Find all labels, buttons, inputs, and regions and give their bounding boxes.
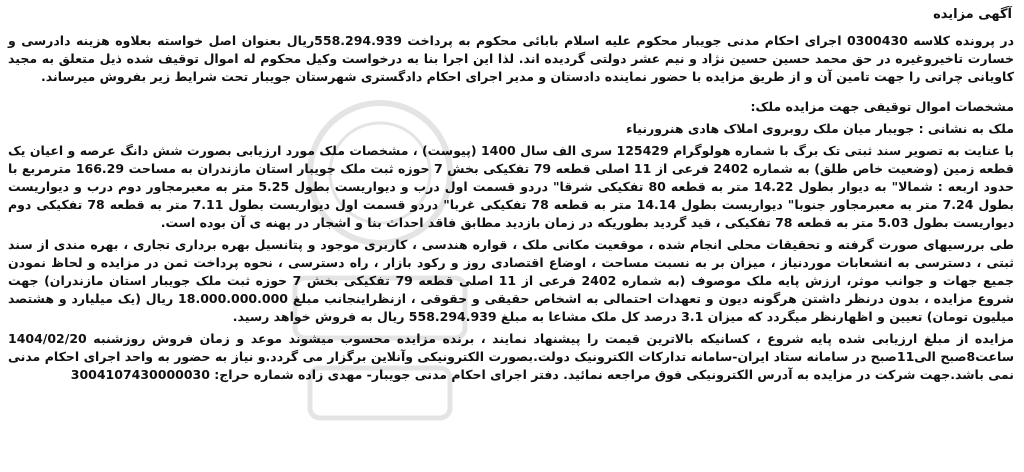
seized-assets-heading: مشخصات اموال توقیفی جهت مزایده ملک: [750, 99, 1014, 114]
notice-title: آگهی مزایده [933, 7, 1012, 22]
valuation-paragraph: طی بررسیهای صورت گرفته و تحقیقات محلی انجام شده ، موقعیت مکانی ملک ، قواره هندسی ، کاربری موجود و پتانسیل بهره برداری تجاری ، بهره مندی از سند ثبتی ، دسترسی به انشعابات موردنیاز ، میزان بر به نسبت مساحت ، اوضاع اقتصادی روز و رکود بازار ، راه دسترسی ، نحوه پرداخت ثمن در مزایده و لحاظ نمودن جمیع جهات و جوانب موثر، ارزش پایه ملک موصوف (به شماره 2402 فرعی از 11 اصلی قطعه 79 تفکیکی بخش 7 حوزه ثبت ملک جویبار استان مازندران) جهت شروع مزایده ، بدون درنظر داشتن هرگونه دیون و تعهدات احتمالی به اشخاص حقیقی و حقوقی ، ازنظراینجانب مبلغ 18.000.000.000 ریال (یک میلیارد و هشتصد میلیون تومان) تعیین و اظهارنظر میگردد که میزان 3.1 درصد کل ملک مشاعا به مبلغ 558.294.939 ریال به فروش خواهد رسید. [8, 237, 1015, 324]
case-paragraph: در پرونده کلاسه 0300430 اجرای احکام مدنی جویبار محکوم علیه اسلام بابائی محکوم به پرداخت 558.294.939ریال بعنوان اصل خواسته بعلاوه هزینه دادرسی و خسارت تاخیروغیره در حق محمد حسین حسین نژاد و نیم عشر دولتی گردیده اند. لذا این اجرا بنا به درخواست وکیل محکوم له اموال توقیف شده ذیل متعلق به مجید کاویانی چراتی را جهت تامین آن و از طریق مزایده با حضور نماینده دادستان و مدیر اجرای احکام دادگستری شهرستان جویبار تحت شرایط زیر بفروش میرساند. [8, 33, 1015, 84]
property-address: ملک به نشانی : جویبار میان ملک روبروی املاک هادی هنرورنیاء [626, 121, 1014, 136]
property-description-paragraph: با عنایت به تصویر سند ثبتی تک برگ با شماره هولوگرام 125429 سری الف سال 1400 (پیوست) ، مشخصات ملک مورد ارزیابی بصورت شش دانگ عرصه و اعیان یک قطعه زمین (وضعیت خاص طلق) به شماره 2402 فرعی از 11 اصلی قطعه 79 تفکیکی بخش 7 حوزه ثبت ملک جویبار استان مازندران به مساحت 166.29 مترمربع با حدود اربعه : شمالا" به دیوار بطول 14.22 متر به قطعه 80 تفکیکی شرقا" دردو قسمت اول درب و دیواریست بطول 5.25 متر به معبرمجاور دوم درب و دیواریست بطول 7.24 متر به معبرمجاور جنوبا" دیواریست بطول 14.14 متر به قطعه 78 تفکیکی غربا" دردو قسمت اول دیواریست بطول 7.11 متر به قطعه 78 تفکیکی دوم دیواریست بطول 5.03 متر به قطعه 78 تفکیکی ، قید گردید بطوریکه در زمان بازدید مطابق فاقد احداث بنا و اشجار در پهنه ی آن بوده است. [8, 143, 1014, 230]
auction-terms-paragraph: مزایده از مبلغ ارزیابی شده پایه شروع ، کسانیکه بالاترین قیمت را پیشنهاد نمایند ، برنده مزایده محسوب میشوند موعد و زمان فروش روزشنبه 1404/02/20 ساعت8صبح الی11صبح در سامانه ستاد ایران-سامانه تدارکات الکترونیک دولت.بصورت الکترونیکی وآنلاین برگزار می گردد.و نیاز به حضور به واحد اجرای احکام مدنی نمی باشد.جهت شرکت در مزایده به آدرس الکترونیکی فوق مراجعه نمائید. دفتر اجرای احکام مدنی جویبار- مهدی زاده شماره حراج: 3004107430000030 [8, 331, 1015, 382]
